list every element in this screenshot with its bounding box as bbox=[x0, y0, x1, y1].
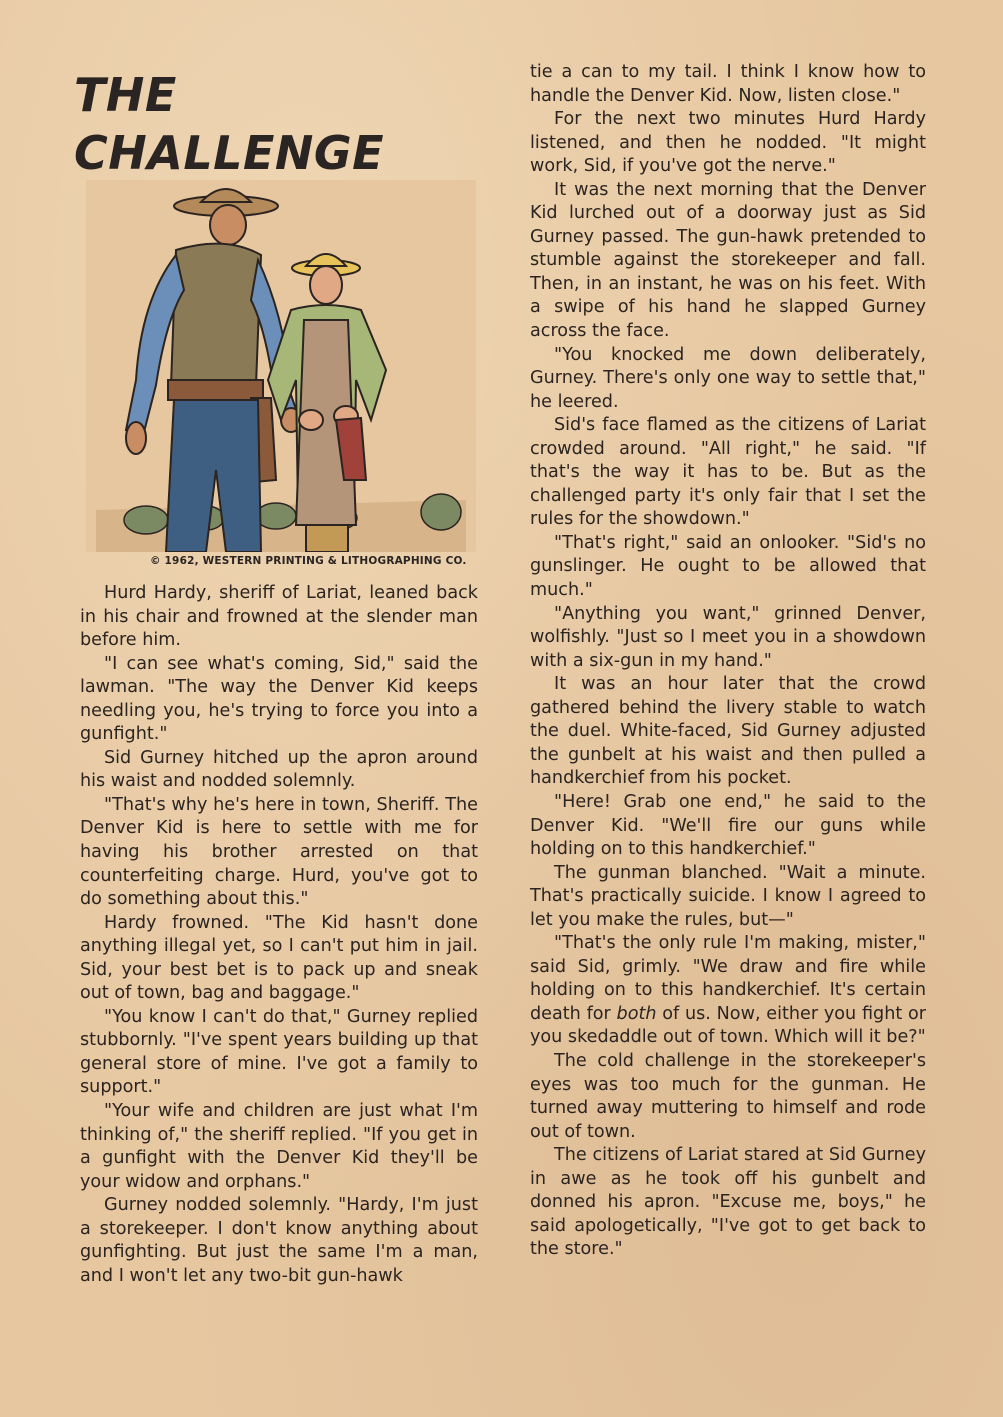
paragraph: "Here! Grab one end," he said to the Denver Kid. "We'll fire our guns while holding on to this handkerchief." bbox=[530, 791, 926, 860]
paragraph: "I can see what's coming, Sid," said the lawman. "The way the Denver Kid keeps needling you, he's trying to force you into a gunfight." bbox=[80, 653, 478, 745]
paragraph: Hardy frowned. "The Kid hasn't done anything illegal yet, so I can't put him in jail. Sid, your best bet is to pack up and sneak out of town, bag and baggage." bbox=[80, 912, 478, 1004]
story-column-right bbox=[530, 61, 926, 1262]
illustration-gunman-and-storekeeper bbox=[86, 180, 476, 552]
paragraph: "That's right," said an onlooker. "Sid's no gunslinger. He ought to be allowed that much." bbox=[530, 532, 926, 601]
paragraph: It was the next morning that the Denver Kid lurched out of a doorway just as Sid Gurney passed. The gun-hawk pretended to stumble against the storekeeper and fall. Then, in an instant, he was on his feet. With a swipe of his hand he slapped Gurney across the face. bbox=[530, 179, 926, 342]
copyright-notice: © 1962, WESTERN PRINTING & LITHOGRAPHING CO. bbox=[150, 555, 467, 567]
text-run: of us. Now, either you fight or you skedaddle out of town. Which will it be?" bbox=[530, 1003, 926, 1048]
text-run: "That's the only rule I'm making, mister," said Sid, grimly. "We draw and fire while holding on to this handkerchief. It's certain death for bbox=[530, 933, 926, 1024]
paragraph: "You know I can't do that," Gurney replied stubbornly. "I've spent years building up that general store of mine. I've got a family to support." bbox=[80, 1006, 478, 1098]
paragraph: Gurney nodded solemnly. "Hardy, I'm just a storekeeper. I don't know anything about gunfighting. But just the same I'm a man, and I won't let any two-bit gun-hawk bbox=[80, 1195, 478, 1286]
paragraph: "Your wife and children are just what I'm thinking of," the sheriff replied. "If you get in a gunfight with the Denver Kid they'll be your widow and orphans." bbox=[80, 1101, 478, 1192]
paragraph: The cold challenge in the storekeeper's eyes was too much for the gunman. He turned away muttering to himself and rode out of town. bbox=[530, 1050, 926, 1142]
paragraph: tie a can to my tail. I think I know how to handle the Denver Kid. Now, listen close." bbox=[530, 62, 926, 106]
paragraph: The citizens of Lariat stared at Sid Gurney in awe as he took off his gunbelt and donned his apron. "Excuse me, boys," he said apologetically, "I've got to get back to the store." bbox=[530, 1145, 926, 1260]
story-column-left bbox=[80, 582, 478, 1288]
paragraph: "You knocked me down deliberately, Gurney. There's only one way to settle that," he leered. bbox=[530, 344, 926, 412]
paragraph: Hurd Hardy, sheriff of Lariat, leaned back in his chair and frowned at the slender man before him. bbox=[80, 583, 478, 651]
paragraph: Sid Gurney hitched up the apron around his waist and nodded solemnly. bbox=[80, 747, 478, 792]
story-title bbox=[74, 66, 474, 182]
paragraph: For the next two minutes Hurd Hardy listened, and then he nodded. "It might work, Sid, if you've got the nerve." bbox=[530, 109, 926, 177]
paragraph: It was an hour later that the crowd gathered behind the livery stable to watch the duel. White-faced, Sid Gurney adjusted the gunbelt at his waist and then pulled a handkerchief from his pocket. bbox=[530, 674, 926, 789]
paragraph: "Anything you want," grinned Denver, wolfishly. "Just so I meet you in a showdown with a six-gun in my hand." bbox=[530, 603, 926, 671]
emphasis: both bbox=[616, 1003, 657, 1024]
paragraph: Sid's face flamed as the citizens of Lariat crowded around. "All right," he said. "If that's the way it has to be. But as the challenged party it's only fair that I set the rules for the showdown." bbox=[530, 415, 926, 530]
paragraph: The gunman blanched. "Wait a minute. That's practically suicide. I know I agreed to let you make the rules, but—" bbox=[530, 862, 926, 930]
title-line-2: CHALLENGE bbox=[74, 126, 385, 180]
paragraph: "That's why he's here in town, Sheriff. The Denver Kid is here to settle with me for having his brother arrested on that counterfeiting charge. Hurd, you've got to do something about this." bbox=[80, 794, 478, 910]
title-line-1: THE bbox=[74, 68, 177, 122]
paragraph bbox=[530, 932, 926, 1050]
